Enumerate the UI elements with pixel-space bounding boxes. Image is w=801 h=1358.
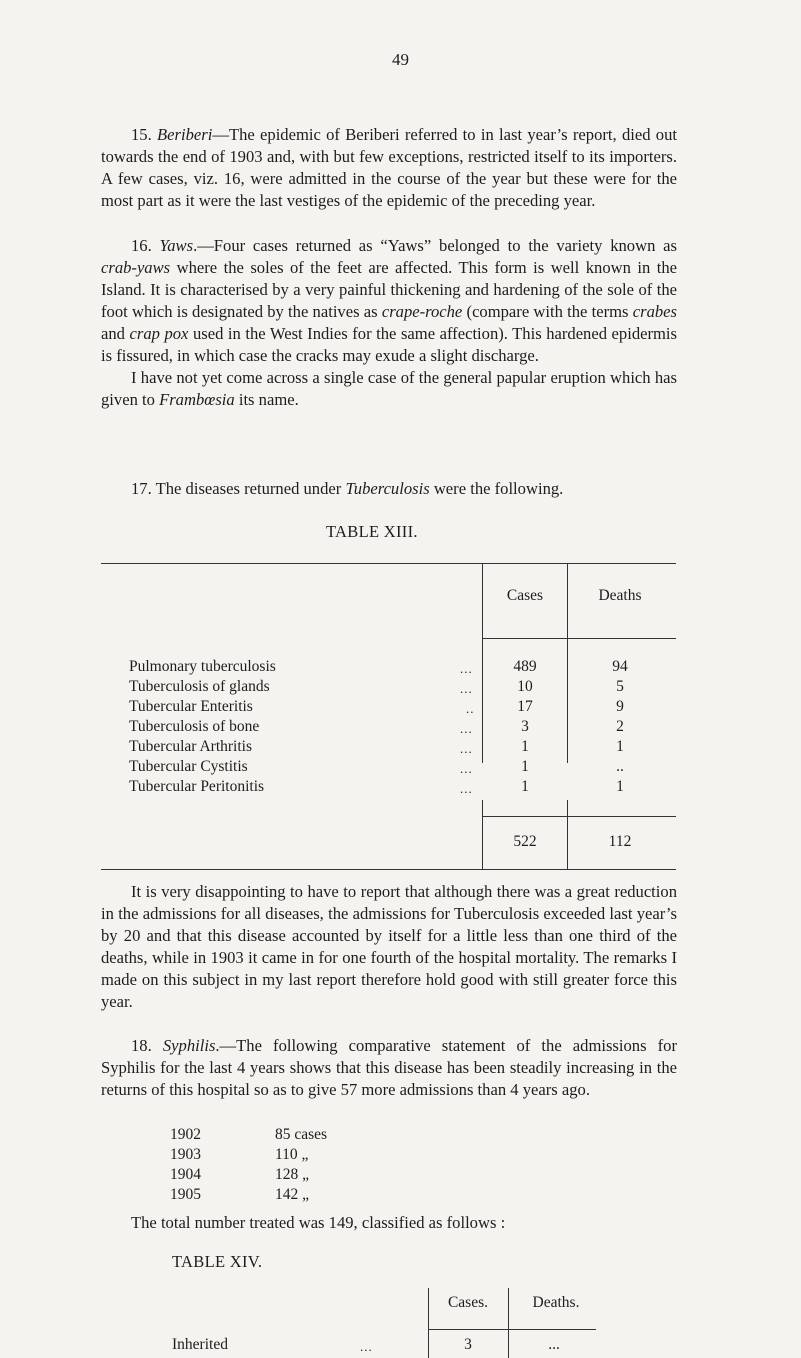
leader-dots: ... <box>460 721 473 736</box>
leader-dots: ... <box>460 741 473 756</box>
table-cell-deaths: 2 <box>616 718 624 735</box>
table-cell-cases: 1 <box>521 778 529 795</box>
para-16-term-framboesia: Frambœsia <box>159 390 235 409</box>
table-13-total-divider-1 <box>482 800 483 870</box>
table-cell-cases: 3 <box>464 1336 472 1353</box>
table-14-col-divider-1 <box>428 1288 429 1358</box>
para-16-term-crap-pox: crap pox <box>129 324 189 343</box>
table-row: Tubercular Peritonitis <box>129 778 265 795</box>
paragraph-17 <box>101 478 677 500</box>
para-16-text-2: where the soles of the feet are affected. This form is well known in the Island. It is characterised by a very painful thickening and hardening of the sole of the foot which is designated by the natives as <box>101 258 677 321</box>
list-item-year: 1903 <box>170 1146 201 1163</box>
para-16-term-crab-yaws: crab-yaws <box>101 258 171 277</box>
list-item-count: 128 „ <box>275 1166 310 1183</box>
para-16-heading: Yaws <box>159 236 194 255</box>
leader-dots: ... <box>460 681 473 696</box>
table-14-header-deaths: Deaths. <box>532 1294 580 1311</box>
list-item-count: 110 „ <box>275 1146 309 1163</box>
total-treated-line <box>101 1212 677 1234</box>
leader-dots: ... <box>460 781 473 796</box>
table-14-header-rule <box>428 1329 596 1330</box>
paragraph-tuberculosis-remarks <box>101 881 677 1013</box>
list-item-count: 85 cases <box>275 1126 328 1143</box>
para-16-text-3: (compare with the terms <box>462 302 633 321</box>
table-cell-deaths: 9 <box>616 698 624 715</box>
table-cell-cases: 489 <box>513 658 537 675</box>
para-15-text: —The epidemic of Beriberi referred to in last year’s report, died out towards the end of 1903 and, with but few exceptions, restricted itself to its importers. A few cases, viz. 16, were admitted in the course of the year but these were for the most part as it were the last vestiges of the epidemic of the preceding year. <box>101 125 677 210</box>
table-13-total-divider-2 <box>567 800 568 870</box>
para-18-heading: Syphilis <box>162 1036 216 1055</box>
list-item-count: 142 „ <box>275 1186 310 1203</box>
table-13-col-divider-2 <box>567 563 568 763</box>
para-16-term-crape-roche: crape-roche <box>381 302 463 321</box>
para-16-text-6: I have not yet come across a single case of the general papular eruption which has given to <box>101 368 677 409</box>
table-row: Inherited <box>172 1336 228 1353</box>
table-13-caption: TABLE XIII. <box>326 522 418 541</box>
table-13-header-rule <box>482 638 676 639</box>
table-row: Tuberculosis of glands <box>129 678 270 695</box>
table-13-bottom-rule <box>101 869 676 870</box>
list-item-year: 1905 <box>170 1186 201 1203</box>
table-13-col-divider-1 <box>482 563 483 763</box>
table-13-header-deaths: Deaths <box>598 587 642 604</box>
list-item-year: 1904 <box>170 1166 201 1183</box>
table-row: Tuberculosis of bone <box>129 718 260 735</box>
paragraph-15 <box>101 124 677 212</box>
table-row: Tubercular Cystitis <box>129 758 248 775</box>
para-16-number: 16. <box>131 236 152 255</box>
table-cell-cases: 1 <box>521 738 529 755</box>
para-17-text-1: The diseases returned under <box>155 479 346 498</box>
table-13-header-cases: Cases <box>506 587 544 604</box>
paragraph-16 <box>101 235 677 411</box>
para-16-text-1: .—Four cases returned as “Yaws” belonged to the variety known as <box>193 236 677 255</box>
table-cell-deaths: 5 <box>616 678 624 695</box>
table-cell-deaths: ... <box>548 1336 560 1353</box>
table-cell-deaths: 1 <box>616 738 624 755</box>
leader-dots: .. <box>466 701 475 716</box>
table-row: Tubercular Arthritis <box>129 738 252 755</box>
para-18-number: 18. <box>131 1036 152 1055</box>
table-13-total-rule <box>482 816 676 817</box>
table-cell-cases: 17 <box>517 698 533 715</box>
para-15-number: 15. <box>131 125 152 144</box>
table-14-header-cases: Cases. <box>447 1294 489 1311</box>
leader-dots: ... <box>360 1339 373 1354</box>
page-number: 49 <box>392 50 409 69</box>
leader-dots: ... <box>460 661 473 676</box>
paragraph-18 <box>101 1035 677 1101</box>
table-cell-deaths: 94 <box>612 658 628 675</box>
list-item-year: 1902 <box>170 1126 201 1143</box>
table-cell-cases: 10 <box>517 678 533 695</box>
para-16-text-7: its name. <box>234 390 299 409</box>
leader-dots: ... <box>460 761 473 776</box>
para-15-heading: Beriberi <box>157 125 213 144</box>
table-14-col-divider-2 <box>508 1288 509 1358</box>
table-row: Tubercular Enteritis <box>129 698 253 715</box>
table-cell-cases: 3 <box>521 718 529 735</box>
para-17-term-tuberculosis: Tuberculosis <box>345 479 430 498</box>
table-13-total-deaths: 112 <box>608 833 632 850</box>
para-16-text-5: used in the West Indies for the same affection). This hardened epidermis is fissured, in which case the cracks may exude a slight discharge. <box>101 324 677 365</box>
para-16-text-4: and <box>101 324 130 343</box>
table-row: Pulmonary tuberculosis <box>129 658 276 675</box>
table-cell-deaths: .. <box>616 758 624 775</box>
table-13-top-rule <box>101 563 676 564</box>
table-14-caption: TABLE XIV. <box>172 1252 263 1271</box>
table-cell-cases: 1 <box>521 758 529 775</box>
tuberculosis-remarks-text: It is very disappointing to have to report that although there was a great reduction in the admissions for all diseases, the admissions for Tuberculosis exceeded last year’s by 20 and that this disease accounted by itself for a little less than one third of the deaths, while in 1903 it came in for one fourth of the hospital mortality. The remarks I made on this subject in my last report therefore hold good with still greater force this year. <box>101 882 677 1011</box>
para-18-text: .—The following comparative statement of the admissions for Syphilis for the last 4 years shows that this disease has been steadily increasing in the returns of this hospital so as to give 57 more admissions than 4 years ago. <box>101 1036 677 1099</box>
total-treated-text: The total number treated was 149, classified as follows : <box>131 1213 506 1232</box>
table-cell-deaths: 1 <box>616 778 624 795</box>
para-17-number: 17. <box>131 479 152 498</box>
table-13-total-cases: 522 <box>513 833 537 850</box>
para-17-text-2: were the following. <box>429 479 564 498</box>
para-16-term-crabes: crabes <box>632 302 677 321</box>
